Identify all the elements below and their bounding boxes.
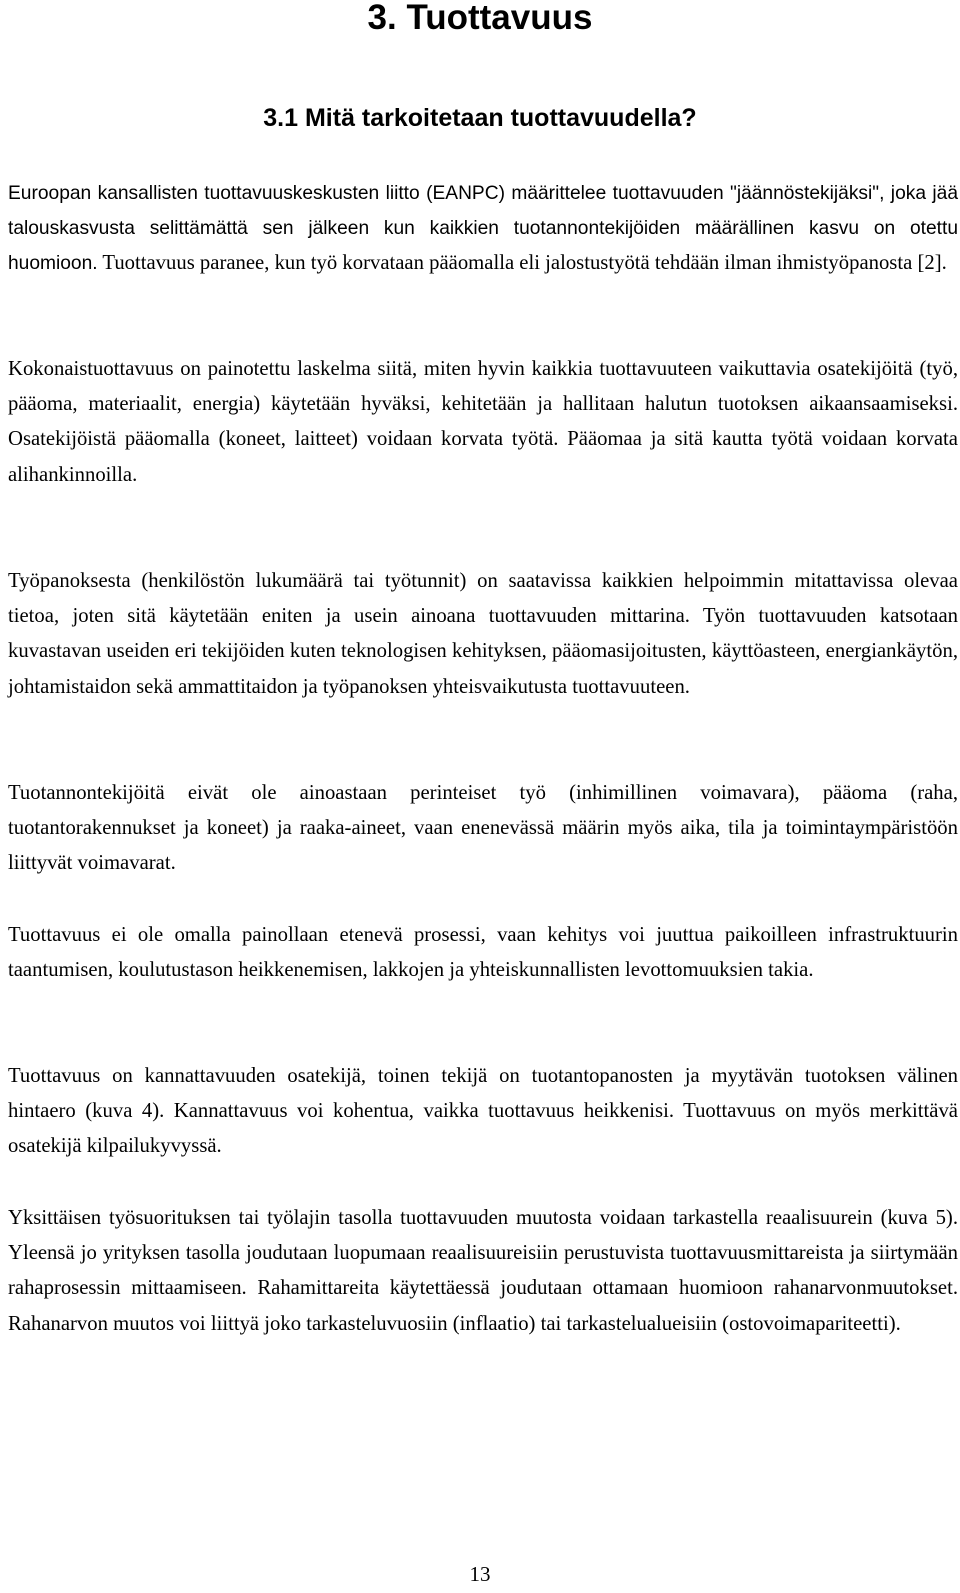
chapter-title: 3. Tuottavuus [367,0,593,37]
paragraph-eanpc-definition [8,176,958,282]
paragraph-eanpc-definition-sans: Euroopan kansallisten tuottavuuskeskusten liitto (EANPC) määrittelee tuottavuuden "jäännöstekijäksi", joka jää talouskasvusta selittämättä sen jälkeen kun kaikkien tuotannontekijöiden määrällinen kasvu on otettu huomioon. [8,183,958,275]
paragraph-real-measures: Yksittäisen työsuorituksen tai työlajin tasolla tuottavuuden muutosta voidaan tarkastella reaalisuurein (kuva 5). Yleensä jo yrityksen tasolla joudutaan luopumaan reaalisuureisiin perustuvista tuottavuusmittareista ja siirtymään rahaprosessin mittaamiseen. Rahamittareita käytettäessä joudutaan ottamaan huomioon rahanarvonmuutokset. Rahanarvon muutos voi liittyä joko tarkasteluvuosiin (inflaatio) tai tarkastelualueisiin (ostovoimapariteetti). [8,1207,958,1335]
paragraph-total-productivity: Kokonaistuottavuus on painotettu laskelma siitä, miten hyvin kaikkia tuottavuuteen vaikuttavia osatekijöitä (työ, pääoma, materiaalit, energia) käytetään hyväksi, kehitetään ja hallitaan halutun tuotoksen aikaansaamiseksi. Osatekijöistä pääomalla (koneet, laitteet) voidaan korvata työtä. Pääomaa ja sitä kautta työtä voidaan korvata alihankinnoilla. [8,358,958,486]
paragraph-labor-input: Työpanoksesta (henkilöstön lukumäärä tai työtunnit) on saatavissa kaikkien helpoimmin mitattavissa olevaa tietoa, joten sitä käytetään eniten ja usein ainoana tuottavuuden mittarina. Työn tuottavuuden katsotaan kuvastavan useiden eri tekijöiden kuten teknologisen kehityksen, pääomasijoitusten, käyttöasteen, energiankäytön, johtamistaidon sekä ammattitaidon ja työpanoksen yhteisvaikutusta tuottavuuteen. [8,570,958,698]
paragraph-production-factors: Tuotannontekijöitä eivät ole ainoastaan perinteiset työ (inhimillinen voimavara), pääoma (raha, tuotantorakennukset ja koneet) ja raaka-aineet, vaan enenevässä määrin myös aika, tila ja toimintaympäristöön liittyvät voimavarat. [8,782,958,875]
paragraph-not-self-propelled: Tuottavuus ei ole omalla painollaan etenevä prosessi, vaan kehitys voi juuttua paikoilleen infrastruktuurin taantumisen, koulutustason heikkenemisen, lakkojen ja yhteiskunnallisten levottomuuksien takia. [8,924,958,982]
paragraph-profitability: Tuottavuus on kannattavuuden osatekijä, toinen tekijä on tuotantopanosten ja myytävän tuotoksen välinen hintaero (kuva 4). Kannattavuus voi kohentua, vaikka tuottavuus heikkenisi. Tuottavuus on myös merkittävä osatekijä kilpailukyvyssä. [8,1065,958,1158]
page-number: 13 [469,1562,491,1586]
paragraph-eanpc-definition-serif: Tuottavuus paranee, kun työ korvataan pääomalla eli jalostustyötä tehdään ilman ihmistyöpanosta [2]. [97,252,947,275]
section-title: 3.1 Mitä tarkoitetaan tuottavuudella? [263,104,697,132]
